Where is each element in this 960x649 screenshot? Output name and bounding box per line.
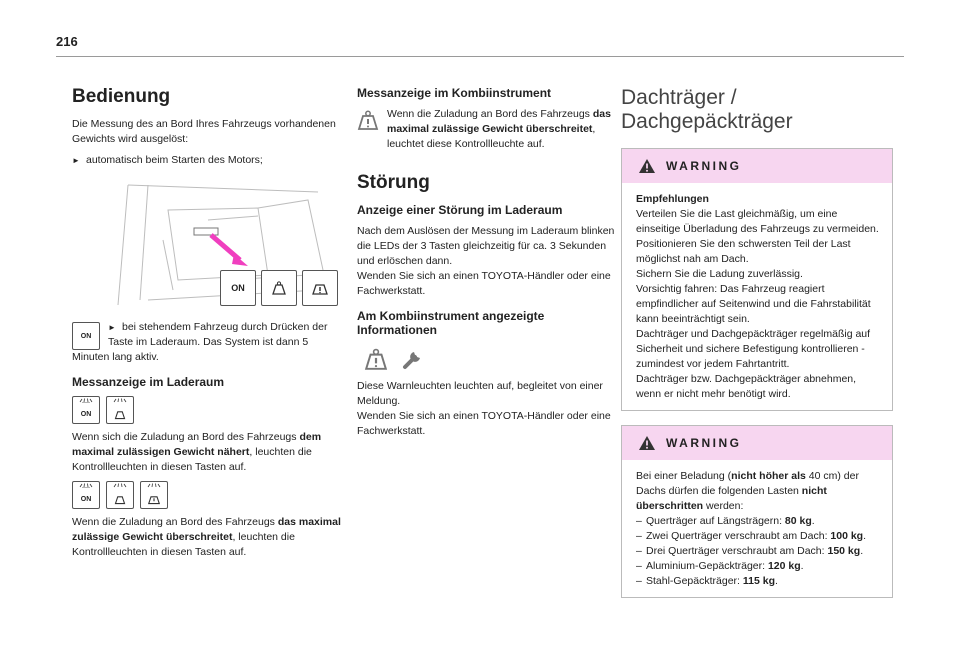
warning-body: Bei einer Beladung (nicht höher als 40 cm) der Dachs dürfen die folgenden Lasten nicht überschritten werden: – Querträger auf Längsträgern: 80 kg. – Zwei Querträger verschraubt am Dach: 100 kg. – Drei Querträger verschraubt am Dach: 150 kg. – Aluminium-Gepäckträger: 120 kg. – Stahl-Gepäckträger: 115 kg.: [622, 460, 892, 597]
arrow-icon: ►: [72, 156, 80, 165]
right-column: [621, 86, 893, 610]
page-number: 216: [56, 34, 78, 49]
on-button-lit-icon: ON: [72, 396, 100, 424]
warning-box-2: [621, 425, 893, 598]
para-exceeded: Wenn die Zuladung an Bord des Fahrzeugs das maximal zulässige Gewicht überschreitet, leuchten die Kontrollleuchten in diesen Tasten auf.: [72, 516, 341, 558]
warning-box-1: [621, 148, 893, 411]
warning-triangle-icon: [638, 435, 656, 451]
middle-column: [357, 86, 619, 445]
weight-warning-icon: [363, 347, 389, 371]
para-contact-dealer-1: Wenden Sie sich an einen TOYOTA-Händler oder eine Fachwerkstatt.: [357, 270, 611, 297]
section-title: Dachträger / Dachgepäckträger: [621, 86, 793, 133]
weight-warning-icon: [357, 109, 379, 131]
on-button-icon: ON: [72, 322, 100, 350]
header-rule: [56, 56, 904, 57]
para-led-blink: Nach dem Auslösen der Messung im Laderaum blinken die LEDs der 3 Tasten gleichzeitig für ca. 3 Sekunden und erlöschen dann.: [357, 225, 615, 267]
para-kombi-warning: Wenn die Zuladung an Bord des Fahrzeugs das maximal zulässige Gewicht überschreitet, leuchtet diese Kontrollleuchte auf.: [357, 107, 619, 158]
para-approaching: Wenn sich die Zuladung an Bord des Fahrzeugs dem maximal zulässigen Gewicht nähert, leuchten die Kontrollleuchten in diesen Tasten auf.: [72, 431, 322, 473]
heading-stoerung: Störung: [357, 172, 430, 193]
list-item: – Querträger auf Längsträgern: 80 kg.: [636, 515, 815, 527]
warning-triangle-icon: [638, 158, 656, 174]
on-button-lit-icon: ON: [72, 481, 100, 509]
overload-warning-icon: [302, 270, 338, 306]
wrench-icon: [399, 347, 427, 371]
illustration-buttons: [220, 270, 338, 306]
warning-lights-row: [363, 347, 619, 371]
bullet-button-press: ON ► bei stehendem Fahrzeug durch Drücken der Taste im Laderaum. Das System ist dann 5 Minuten lang aktiv.: [72, 321, 328, 363]
heading-info-kombi: Am Kombiinstrument angezeigte Informationen: [357, 309, 545, 337]
para-contact-dealer-2: Wenden Sie sich an einen TOYOTA-Händler oder eine Fachwerkstatt.: [357, 410, 611, 437]
list-item: – Aluminium-Gepäckträger: 120 kg.: [636, 560, 804, 572]
warning-header: WARNING: [622, 149, 892, 183]
weight-lit-icon: [106, 481, 134, 509]
para-warning-lights: Diese Warnleuchten leuchten auf, begleitet von einer Meldung.: [357, 380, 603, 407]
intro-text: Die Messung des an Bord Ihres Fahrzeugs vorhandenen Gewichts wird ausgelöst:: [72, 118, 336, 145]
heading-bedienung: Bedienung: [72, 86, 171, 107]
list-item: – Zwei Querträger verschraubt am Dach: 100 kg.: [636, 530, 867, 542]
bullet-start-engine: ► automatisch beim Starten des Motors;: [72, 154, 263, 166]
list-item: – Stahl-Gepäckträger: 115 kg.: [636, 575, 778, 587]
indicator-buttons-approaching: [72, 396, 347, 424]
weight-lit-icon: [106, 396, 134, 424]
list-item: – Drei Querträger verschraubt am Dach: 150 kg.: [636, 545, 864, 557]
warning-header: WARNING: [622, 426, 892, 460]
on-button-large: ON: [220, 270, 256, 306]
heading-laderaum: Messanzeige im Laderaum: [72, 375, 225, 389]
overload-lit-icon: [140, 481, 168, 509]
weight-icon: [261, 270, 297, 306]
warning-body: Empfehlungen Verteilen Sie die Last gleichmäßig, um eine einseitige Überladung des Fahrzeugs zu vermeiden. Positionieren Sie den schwersten Teil der Last möglichst nah am Dach. Sichern Sie die Ladung zuverlässig. Vorsichtig fahren: Das Fahrzeug reagiert empfindlicher auf Seitenwind und die Fahrstabilität kann beeinträchtigt sein. Dachträger und Dachgepäckträger regelmäßig auf Sicherheit und sichere Befestigung kontrollieren - zumindest vor jedem Fahrtantritt. Dachträger bzw. Dachgepäckträger abnehmen, wenn er nicht mehr benötigt wird.: [636, 193, 879, 400]
indicator-buttons-exceeded: [72, 481, 347, 509]
arrow-icon: ►: [108, 323, 116, 332]
left-column: [72, 86, 347, 566]
cargo-area-illustration: [108, 180, 338, 310]
heading-anzeige-stoerung: Anzeige einer Störung im Laderaum: [357, 203, 563, 217]
heading-kombiinstrument: Messanzeige im Kombiinstrument: [357, 86, 552, 100]
